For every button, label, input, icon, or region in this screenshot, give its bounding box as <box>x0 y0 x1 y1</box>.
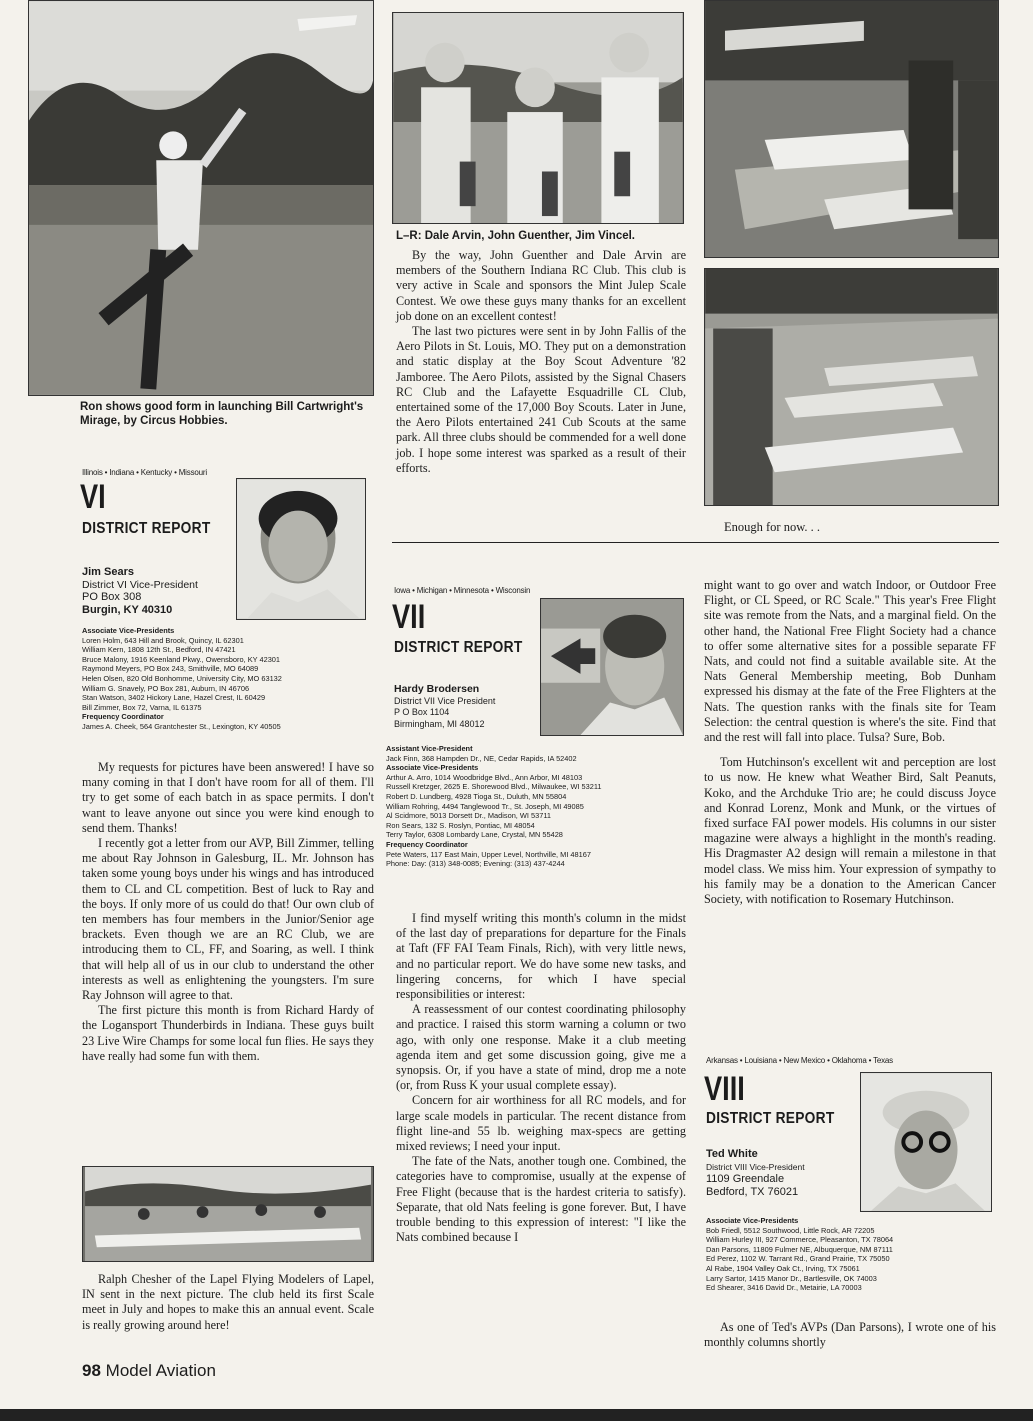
assoc-item: Al Rabe, 1904 Valley Oak Ct., Irving, TX 75061 <box>706 1263 860 1273</box>
paragraph: The fate of the Nats, another tough one. Combined, the categories have to compromise, usually at the expense of Free Flight (because that is the hardest criteria to satisfy). Separate, that old Nats feeling is gone forever. But, I have trouble bending to this expression of interest: "I like the Nats combined because I <box>396 1154 686 1245</box>
assoc-item: Russell Kretzger, 2625 E. Shorewood Blvd., Milwaukee, WI 53211 <box>386 782 602 792</box>
assoc-item: Arthur A. Arro, 1014 Woodbridge Blvd., Ann Arbor, MI 48103 <box>386 772 583 782</box>
hardy-brodersen-portrait-icon <box>541 599 683 735</box>
district6-body <box>82 760 374 1064</box>
district7-states: Iowa • Michigan • Minnesota • Wisconsin <box>394 586 531 595</box>
vp-name: Jim Sears <box>82 566 134 578</box>
assoc-item: William Rohring, 4494 Tanglewood Tr., St. Joseph, MI 49085 <box>386 801 584 811</box>
district7-body <box>396 911 686 1245</box>
assoc-item: Loren Holm, 643 Hill and Brook, Quincy, IL 62301 <box>82 635 244 645</box>
park-display-photo <box>704 268 999 506</box>
paragraph: Tom Hutchinson's excellent wit and perception are lost to us now. He knew what Weather Bird, Salt Peanuts, Koko, and the Archduke Trio are; he could discuss Joyce and Konrad Lorenz, Monk and Munk, or the virtues of fixed surface FAI power models. His columns in our sister magazine were always a highlight in the month's reading. His Dragmaster A2 design will remain a milestone in that model class. We miss him. Your expression of sympathy to his family may be a donation to the American Cancer Society, with notification to Rosemary Hutchinson. <box>704 755 996 907</box>
enough-caption: Enough for now. . . <box>724 520 821 534</box>
district6-associates <box>82 626 282 732</box>
assoc-item: Ron Sears, 132 S. Roslyn, Pontiac, MI 48054 <box>386 820 535 830</box>
section-divider <box>392 542 999 543</box>
assoc-item: Terry Taylor, 6308 Lombardy Lane, Crystal, MN 55428 <box>386 830 563 840</box>
vp-name: Ted White <box>706 1148 758 1160</box>
assoc-item: Robert D. Lundberg, 4928 Tioga St., Duluth, MN 55804 <box>386 791 567 801</box>
paragraph: My requests for pictures have been answered! I have so many coming in that I don't have room for all of them. I'll try to get some of each batch in as space permits. I don't want to leave anyone out since you were kind enough to send them. Thanks! <box>82 760 374 835</box>
paragraph: By the way, John Guenther and Dale Arvin are members of the Southern Indiana RC Club. This club is very active in Scale and sponsors the Mint Julep Scale Contest. We owe these guys many thanks for an excellent job done on an excellent contest! <box>396 248 686 323</box>
vp-address-1: 1109 Greendale <box>706 1173 785 1185</box>
district7-associates <box>386 744 602 869</box>
asst-item: Jack Finn, 368 Hampden Dr., NE, Cedar Rapids, IA 52402 <box>386 753 577 763</box>
static-display-icon <box>705 1 998 257</box>
assoc-heading: Associate Vice-Presidents <box>82 626 175 635</box>
assoc-item: Raymond Meyers, PO Box 243, Smithville, MO 64089 <box>82 664 259 674</box>
district8-portrait <box>860 1072 992 1212</box>
district8-title: DISTRICT REPORT <box>706 1110 835 1127</box>
assoc-item: Dan Parsons, 11809 Fulmer NE, Albuquerque, NM 87111 <box>706 1244 893 1254</box>
vp-address-2: Birmingham, MI 48012 <box>394 718 485 729</box>
paragraph: The first picture this month is from Richard Hardy of the Logansport Thunderbirds in Indiana. These guys built 23 Live Wire Champs for some local fun flies. He says they have really had some fun with them. <box>82 1003 374 1063</box>
paragraph: As one of Ted's AVPs (Dan Parsons), I wrote one of his monthly columns shortly <box>704 1320 996 1350</box>
vp-address-2: Burgin, KY 40310 <box>82 604 173 616</box>
paragraph: A reassessment of our contest coordinating philosophy and practice. I raised this storm warning a column or two ago, with only one response. Make it a club meeting agenda item and get some discussion going, give me a synopsis. Or, if you have a state of mind, drop me a note (or, from Russ K your usual complete essay). <box>396 1002 686 1093</box>
paragraph: I find myself writing this month's column in the midst of the last day of preparations for departure for the Finals at Taft (FF FAI Team Finals, Rich), with very little news, and no particular report. We do have some new tasks, and lingering concerns, for which I have special responsibilities or interest: <box>396 911 686 1002</box>
assoc-item: William G. Snavely, PO Box 281, Auburn, IN 46706 <box>82 683 250 693</box>
paragraph: The last two pictures were sent in by John Fallis of the Aero Pilots in St. Louis, MO. They put on a demonstration and static display at the Boy Scout Adventure '82 Jamboree. The Aero Pilots, assisted by the Signal Chasers RC Club and the Lafayette Esquadrille CL Club, entertained some of the 17,000 Boy Scouts. Later in June, the Aero Pilots entertained 241 Cub Scouts at the same park. All three clubs should be commended for a well done job. I hope some interest was sparked as a result of their efforts. <box>396 324 686 475</box>
assoc-item: William Kern, 1808 12th St., Bedford, IN 47421 <box>82 645 236 655</box>
assoc-item: Bob Friedl, 5512 Southwood, Little Rock, AR 72205 <box>706 1225 875 1235</box>
top-middle-text <box>396 248 686 476</box>
district8-associates <box>706 1216 893 1293</box>
district7-right-column <box>704 578 996 907</box>
trophy-winners-icon <box>393 13 683 223</box>
hand-launch-glider-icon <box>29 1 373 395</box>
district6-portrait <box>236 478 366 620</box>
assoc-item: Stan Watson, 3402 Hickory Lane, Hazel Crest, IL 60429 <box>82 693 266 703</box>
freq-heading: Frequency Coordinator <box>82 712 164 722</box>
assoc-item: Bruce Malony, 1916 Keenland Pkwy., Owensboro, KY 42301 <box>82 654 281 664</box>
vp-address-1: PO Box 308 <box>82 591 142 603</box>
phone-item: Phone: Day: (313) 348-0085; Evening: (313) 437-4244 <box>386 859 565 869</box>
static-display-photo <box>704 0 999 258</box>
vp-name: Hardy Brodersen <box>394 683 480 695</box>
paragraph: might want to go over and watch Indoor, or Outdoor Free Flight, or CL Speed, or RC Scale." This year's Free Flight site was remote from the Nats, and a marginal field. On the other hand, the National Free Flight Society had a chance to offer some alternative sites for a possible separate FF Nats, and could not find a suitable available site. At the Nats General Membership meeting, Bob Dunham expressed his dismay at the fate of the Free Flighters at the Nats. The question ranks with the finals site for Team Selection: the central question is where's the site. Find that and the rest will fall into place. Tulsa? Sure, Bob. <box>704 578 996 745</box>
district8-states: Arkansas • Louisiana • New Mexico • Oklahoma • Texas <box>706 1056 893 1065</box>
assoc-item: Bill Zimmer, Box 72, Varna, IL 61375 <box>82 702 202 712</box>
paragraph: Concern for air worthiness for all RC models, and for large scale models in particular. The recent distance from flight line-and 55 lb. weighing max-specs are getting mixed reviews; I need your input. <box>396 1093 686 1154</box>
assoc-item: Larry Sartor, 1415 Manor Dr., Bartlesville, OK 74003 <box>706 1273 877 1283</box>
vp-address-2: Bedford, TX 76021 <box>706 1186 799 1198</box>
district6-after-photo <box>82 1272 374 1333</box>
vp-title: District VI Vice-President <box>82 578 198 591</box>
assoc-heading: Associate Vice-Presidents <box>706 1216 799 1225</box>
freq-item: Pete Waters, 117 East Main, Upper Level, Northville, MI 48167 <box>386 849 591 859</box>
district7-vp <box>394 684 538 730</box>
paragraph: Ralph Chesher of the Lapel Flying Modelers of Lapel, IN sent in the next picture. The club held its first Scale meet in July and hopes to make this an annual event. Scale is really growing around here! <box>82 1272 374 1332</box>
scan-edge <box>0 1409 1033 1421</box>
vp-address-1: P O Box 1104 <box>394 707 450 717</box>
club-group-icon <box>83 1167 373 1261</box>
district7-numeral: VII <box>392 598 426 636</box>
assoc-item: Helen Olsen, 820 Old Bonhomme, University City, MO 63132 <box>82 673 282 683</box>
magazine-name: Model Aviation <box>105 1361 216 1380</box>
assoc-heading: Associate Vice-Presidents <box>386 763 479 773</box>
park-display-icon <box>705 269 998 505</box>
freq-heading: Frequency Coordinator <box>386 839 468 849</box>
page-footer <box>82 1361 216 1381</box>
district6-numeral: VI <box>80 478 106 516</box>
assoc-item: Al Scidmore, 5013 Dorsett Dr., Madison, WI 53711 <box>386 811 551 821</box>
assoc-item: William Hurley III, 927 Commerce, Pleasanton, TX 78064 <box>706 1235 894 1245</box>
district7-portrait <box>540 598 684 736</box>
district6-states: Illinois • Indiana • Kentucky • Missouri <box>82 468 207 477</box>
club-photo <box>82 1166 374 1262</box>
trio-photo <box>392 12 684 224</box>
district8-body <box>704 1320 996 1350</box>
district6-title: DISTRICT REPORT <box>82 520 211 537</box>
district8-vp <box>706 1148 856 1199</box>
jim-sears-portrait-icon <box>237 479 365 619</box>
assoc-item: Ed Shearer, 3416 David Dr., Metairie, LA 70003 <box>706 1283 862 1293</box>
district8-numeral: VIII <box>704 1070 745 1108</box>
vp-title: District VIII Vice-President <box>706 1161 805 1172</box>
district7-title: DISTRICT REPORT <box>394 639 523 656</box>
launch-caption: Ron shows good form in launching Bill Cartwright's Mirage, by Circus Hobbies. <box>80 401 364 427</box>
trio-caption: L–R: Dale Arvin, John Guenther, Jim Vincel. <box>396 230 636 242</box>
ted-white-portrait-icon <box>861 1073 991 1211</box>
launch-photo <box>28 0 374 396</box>
asst-heading: Assistant Vice-President <box>386 744 473 753</box>
paragraph: I recently got a letter from our AVP, Bill Zimmer, telling me about Ray Johnson in Galesburg, IL. Mr. Johnson has taken some young boys under his wings and has introduced them to CL and CL competition. Best of luck to Ray and the boys. If only more of us could do that! Our own club of ten members has four members in the Junior/Senior age brackets. Even though we are an RC Club, we are introducing them to CL, FF, and Soaring, as well. I think that will help all of us in our club to understand the other interests as well as enlightening the youngsters. I'm sure Ray Johnson will agree to that. <box>82 836 374 1003</box>
page-number: 98 <box>82 1361 101 1380</box>
assoc-item: Ed Perez, 1102 W. Tarrant Rd., Grand Prairie, TX 75050 <box>706 1254 890 1264</box>
freq-item: James A. Cheek, 564 Grantchester St., Lexington, KY 40505 <box>82 721 281 731</box>
vp-title: District VII Vice President <box>394 695 496 706</box>
district6-vp <box>82 566 232 617</box>
